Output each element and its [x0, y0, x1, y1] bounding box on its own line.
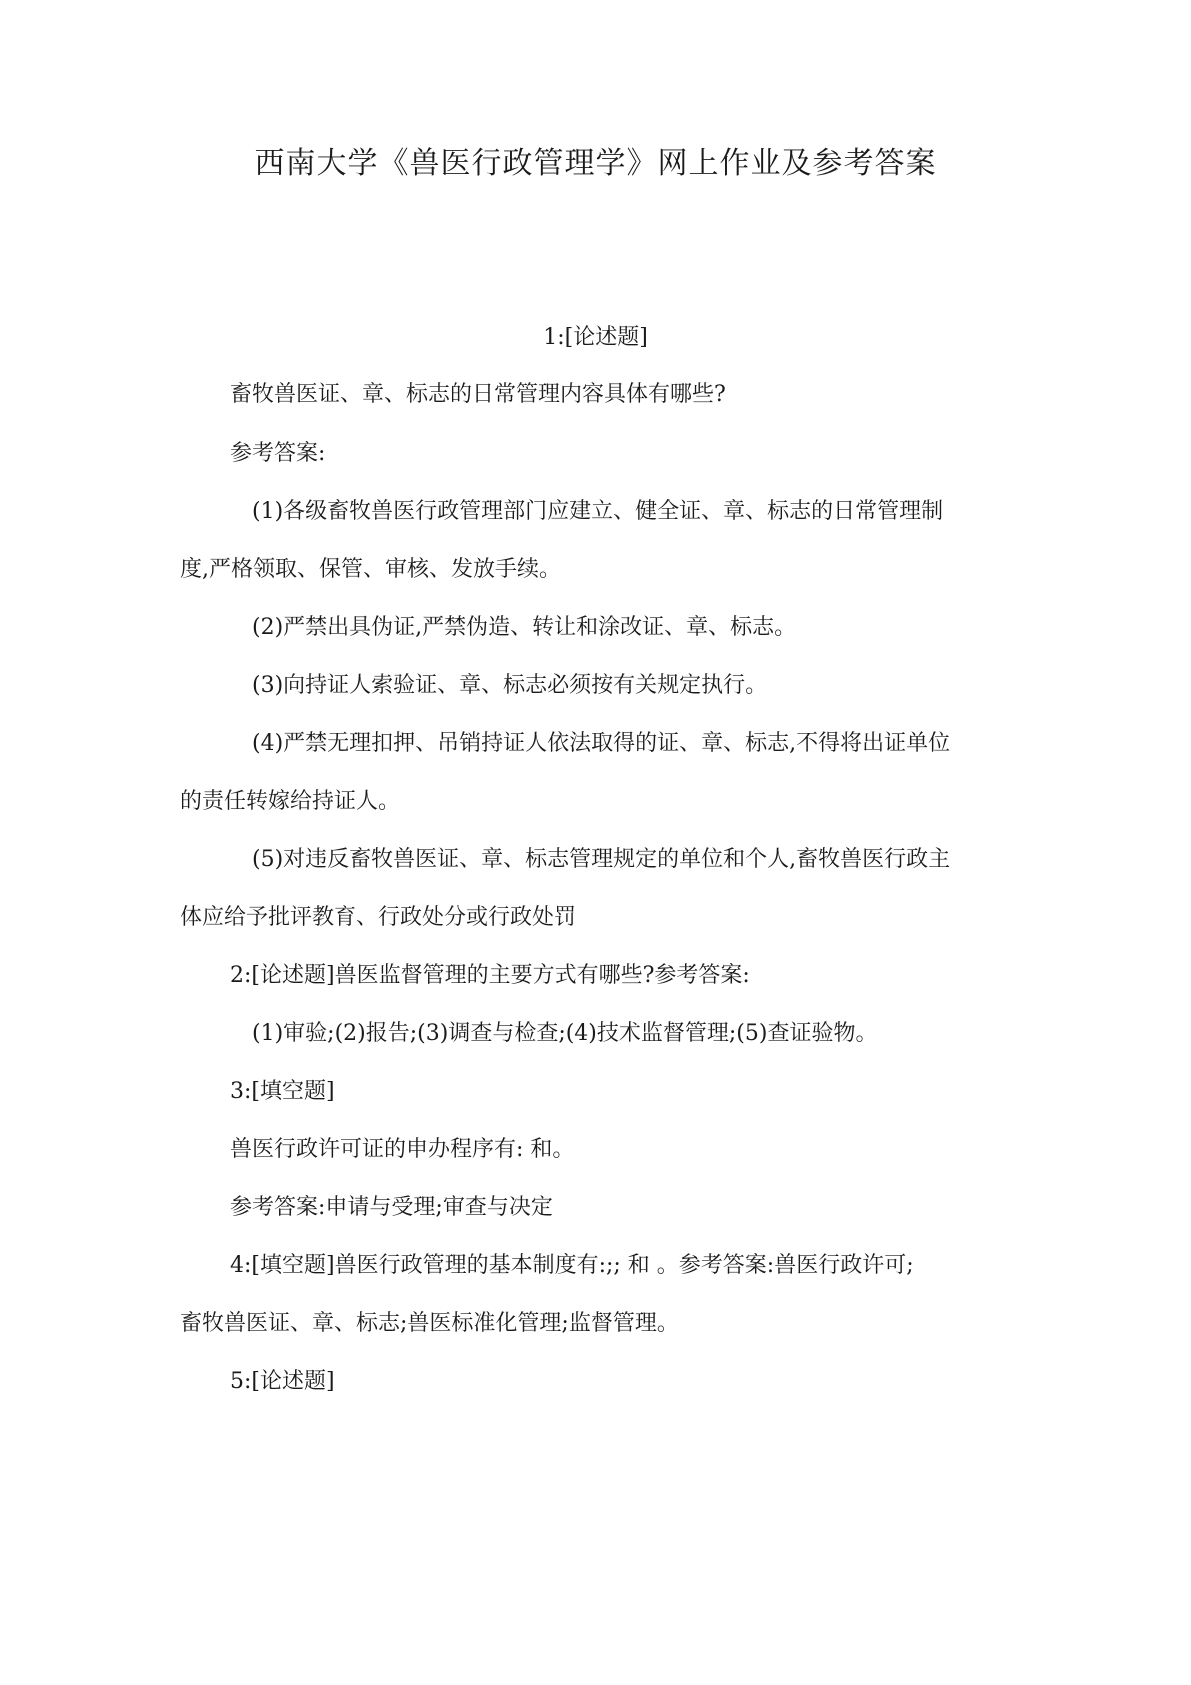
question-2-line: 2:[论述题]兽医监督管理的主要方式有哪些?参考答案: [230, 963, 750, 988]
answer-item-5-line-2: 体应给予批评教育、行政处分或行政处罚 [180, 905, 577, 930]
question-4-line-2: 畜牧兽医证、章、标志;兽医标准化管理;监督管理。 [180, 1311, 679, 1336]
answer-item-5-line-1: (5)对违反畜牧兽医证、章、标志管理规定的单位和个人,畜牧兽医行政主 [252, 847, 951, 872]
question-5-header: 5:[论述题] [230, 1369, 335, 1394]
answer-label: 参考答案: [230, 441, 326, 466]
question-3-answer: 参考答案:申请与受理;审查与决定 [230, 1195, 553, 1220]
document-title: 西南大学《兽医行政管理学》网上作业及参考答案 [254, 146, 937, 181]
question-2-answer: (1)审验;(2)报告;(3)调查与检查;(4)技术监督管理;(5)查证验物。 [252, 1021, 878, 1046]
question-3-text: 兽医行政许可证的申办程序有: 和。 [230, 1137, 575, 1162]
answer-item-4-line-1: (4)严禁无理扣押、吊销持证人依法取得的证、章、标志,不得将出证单位 [252, 731, 951, 756]
answer-item-3: (3)向持证人索验证、章、标志必须按有关规定执行。 [252, 673, 768, 698]
answer-item-2: (2)严禁出具伪证,严禁伪造、转让和涂改证、章、标志。 [252, 615, 797, 640]
question-4-line-1: 4:[填空题]兽医行政管理的基本制度有:;; 和 。参考答案:兽医行政许可; [230, 1253, 914, 1278]
question-1-text: 畜牧兽医证、章、标志的日常管理内容具体有哪些? [230, 382, 726, 407]
answer-item-1-line-1: (1)各级畜牧兽医行政管理部门应建立、健全证、章、标志的日常管理制 [252, 499, 944, 524]
question-3-header: 3:[填空题] [230, 1079, 335, 1104]
question-1-header: 1:[论述题] [543, 325, 648, 350]
answer-item-4-line-2: 的责任转嫁给持证人。 [180, 789, 401, 814]
answer-item-1-line-2: 度,严格领取、保管、审核、发放手续。 [180, 557, 561, 582]
